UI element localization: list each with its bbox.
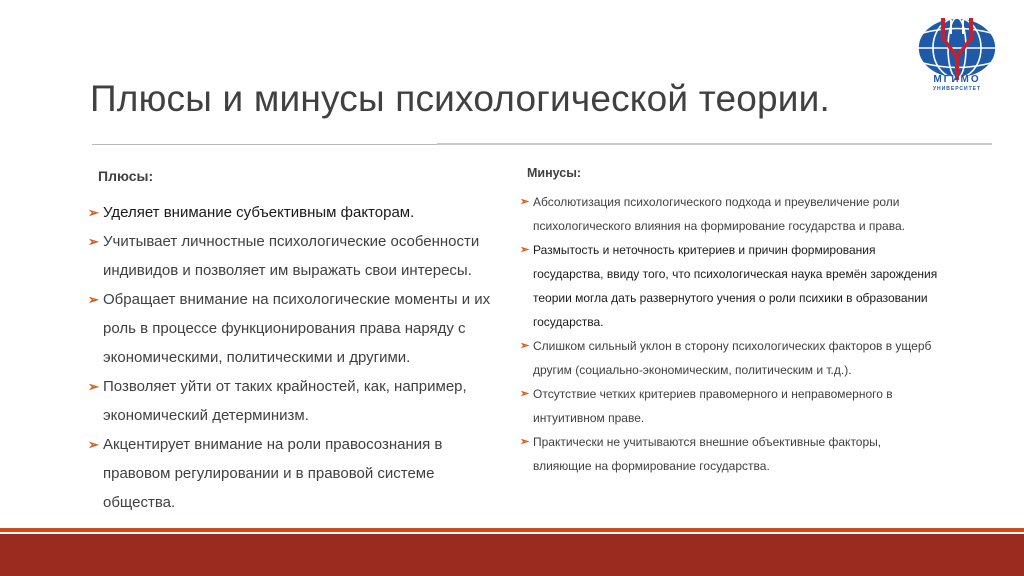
slide-title: Плюсы и минусы психологической теории. [90, 78, 831, 119]
arrow-bullet-icon: ➢ [520, 340, 530, 352]
list-item: ➢ Слишком сильный уклон в сторону психологических факторов в ущерб другим (социально-экономическим, политическим и т.д.). [520, 334, 940, 382]
list-item: ➢ Абсолютизация психологического подхода и преувеличение роли психологического влияния на формирование государства и права. [520, 190, 940, 238]
arrow-bullet-icon: ➢ [88, 234, 99, 249]
footer-bar [0, 534, 1024, 576]
arrow-bullet-icon: ➢ [520, 244, 530, 256]
list-item: ➢ Позволяет уйти от таких крайностей, как, например, экономический детерминизм. [88, 372, 508, 430]
list-item: ➢ Учитывает личностные психологические особенности индивидов и позволяет им выражать свои интересы. [88, 227, 508, 285]
arrow-bullet-icon: ➢ [520, 436, 530, 448]
cons-list [520, 190, 940, 478]
list-item: ➢ Отсутствие четких критериев правомерного и неправомерного в интуитивном праве. [520, 382, 940, 430]
logo-wordmark: МГИМО [933, 74, 981, 85]
list-item: ➢ Акцентирует внимание на роли правосознания в правовом регулировании и в правовой системе общества. [88, 430, 508, 517]
cons-column [520, 166, 940, 478]
divider-segment-left [92, 144, 437, 145]
list-item: ➢ Уделяет внимание субъективным факторам. [88, 198, 508, 227]
footer-accent-line [0, 528, 1024, 532]
pros-column [88, 168, 508, 517]
pros-heading: Плюсы: [98, 168, 154, 184]
title-divider [92, 144, 937, 146]
divider-segment-right [437, 143, 992, 145]
arrow-bullet-icon: ➢ [88, 379, 99, 394]
arrow-bullet-icon: ➢ [88, 292, 99, 307]
arrow-bullet-icon: ➢ [88, 437, 99, 452]
arrow-bullet-icon: ➢ [88, 205, 99, 220]
list-item: ➢ Обращает внимание на психологические моменты и их роль в процессе функционирования права наряду с экономическими, политическими и другими. [88, 285, 508, 372]
pros-list [88, 198, 508, 517]
logo-subtitle: УНИВЕРСИТЕТ [932, 86, 982, 92]
arrow-bullet-icon: ➢ [520, 388, 530, 400]
cons-heading: Минусы: [527, 166, 582, 180]
arrow-bullet-icon: ➢ [520, 196, 530, 208]
list-item: ➢ Размытость и неточность критериев и причин формирования государства, ввиду того, что психологическая наука времён зарождения теории могла дать развернутого учения о роли психики в образовании государства. [520, 238, 940, 334]
list-item: ➢ Практически не учитываются внешние объективные факторы, влияющие на формирование государства. [520, 430, 940, 478]
